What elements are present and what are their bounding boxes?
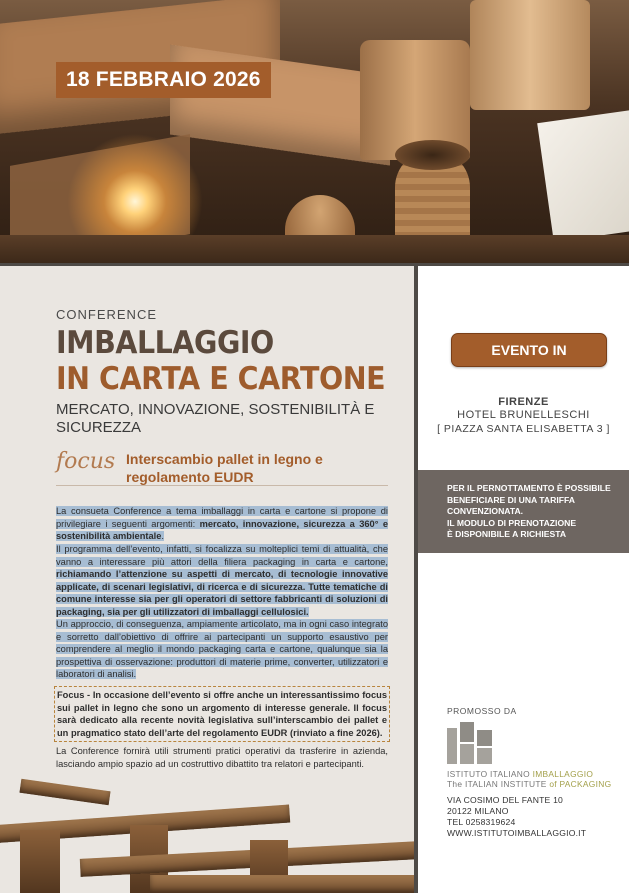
event-mode-badge: EVENTO IN PRESENZA [451,333,607,367]
divider-horizontal [0,263,629,266]
hero-image [0,0,629,265]
promoter-label: PROMOSSO DA [447,706,517,716]
event-address: [ PIAZZA SANTA ELISABETTA 3 ] [437,423,610,435]
contact-phone: TEL 0258319624 [447,817,516,827]
accommodation-line: È DISPONIBILE A RICHIESTA [447,529,567,540]
paragraph-4: La Conference fornirà utili strumenti pratici operativi da trasferire in azienda, lasciando ampio spazio ad un costruttivo dibattito tra relatori e partecipanti. [56,746,388,769]
institute-name-it-a: ISTITUTO ITALIANO [447,769,533,779]
paragraph-1-end: . [161,531,164,542]
website-link[interactable]: WWW.ISTITUTOIMBALLAGGIO.IT [447,828,587,838]
event-type-label: CONFERENCE [56,307,158,322]
institute-logo-icon [447,722,492,764]
institute-name-en [447,779,611,789]
accommodation-text [447,483,617,541]
paragraph-3-text: Un approccio, di conseguenza, ampiamente articolato, ma in ogni caso integrato e sorretto dall’obiettivo di offrire ai partecipanti un supporto esaustivo per comprendere al meglio il mondo packaging carta e cartone, qualunque sia la prospettiva di osservazione: produttori di materie prime, converter, utilizzatori e laboratori di analisi. [56,619,388,680]
accommodation-line: BENEFICIARE DI UNA TARIFFA [447,494,575,505]
accommodation-line: PER IL PERNOTTAMENTO È POSSIBILE [447,483,611,493]
contact-city: 20122 MILANO [447,806,509,816]
paragraph-1 [56,505,388,543]
title-line-1: IMBALLAGGIO [56,325,274,361]
paragraph-2 [56,543,388,619]
paragraph-1-bold: mercato, innovazione, sicurezza a 360° e sostenibilità ambientale [56,518,388,542]
divider [56,485,388,486]
accommodation-line: CONVENZIONATA. [447,506,524,517]
paragraph-2-text: Il programma dell’evento, infatti, si focalizza su molteplici temi di attualità, che vanno a interessare più attori della filiera packaging in carta e cartone, [56,544,388,567]
event-date-badge: 18 FEBBRAIO 2026 [56,62,271,98]
subtitle: MERCATO, INNOVAZIONE, SOSTENIBILITÀ E SICUREZZA [56,401,375,436]
focus-word: focus [56,449,116,474]
event-city: FIRENZE [498,396,549,408]
institute-name-en-b: of PACKAGING [549,779,612,789]
institute-name-it [447,769,593,779]
paragraph-1-text: La consueta Conference a tema imballaggi in carta e cartone si propone di privilegiare i seguenti argomenti: [56,506,388,529]
paragraph-3 [56,618,388,681]
pallet-image [0,775,414,893]
institute-name-en-a: The ITALIAN INSTITUTE [447,779,550,789]
focus-box: Focus - In occasione dell’evento si offre anche un interessantissimo focus sui pallet in legno che sono un argomento di interesse generale. Il focus sarà dedicato alla recente novità legislativa sull’interscambio dei pallet e un pragmatico stato dell’arte del regolamento EUDR (rinviato a fine 2026). [54,686,390,742]
accommodation-line: IL MODULO DI PRENOTAZIONE [447,517,577,528]
title-line-2: IN CARTA E CARTONE [56,361,386,397]
focus-title: Interscambio pallet in legno e regolamento EUDR [126,451,323,485]
divider-vertical [414,265,418,893]
contact-street: VIA COSIMO DEL FANTE 10 [447,795,564,805]
event-venue: HOTEL BRUNELLESCHI [457,409,590,421]
institute-name-it-b: IMBALLAGGIO [532,769,594,779]
paragraph-2-bold: richiamando l’attenzione su aspetti di mercato, di tecnologie innovative applicate, di scenari legislativi, di ricerca e di sicurezza. Tutte tematiche di comune interesse sia per gli operatori di settore fabbricanti di soluzioni di packaging, sia per gli utilizzatori di imballaggi cellulosici. [56,569,388,617]
